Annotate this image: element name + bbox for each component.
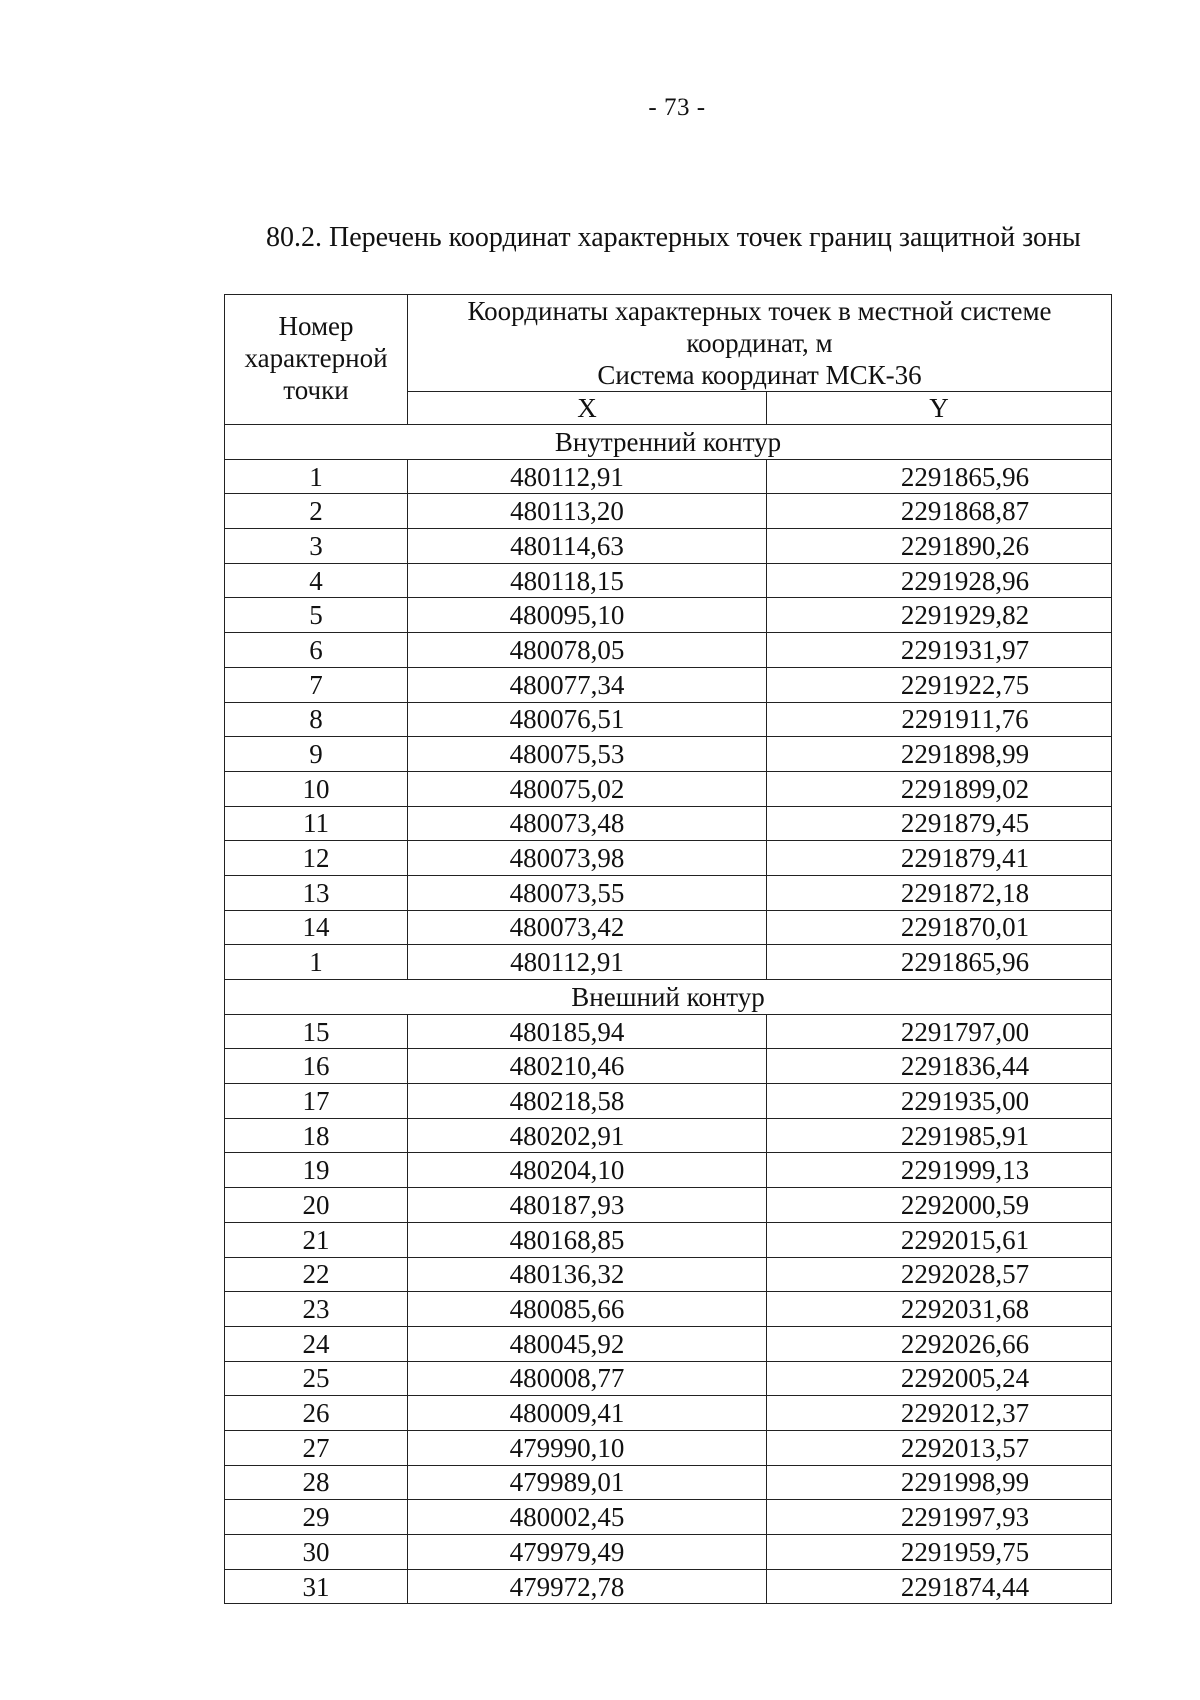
table-header <box>225 295 1112 425</box>
table-row <box>225 1292 1112 1327</box>
point-number-cell: 13 <box>225 875 408 910</box>
y-coordinate-cell: 2291879,41 <box>767 841 1112 876</box>
x-coordinate-cell: 480202,91 <box>408 1118 767 1153</box>
x-coordinate-cell: 480085,66 <box>408 1292 767 1327</box>
table-row <box>225 1569 1112 1604</box>
table-row <box>225 1188 1112 1223</box>
table-row <box>225 1084 1112 1119</box>
table-row <box>225 1222 1112 1257</box>
x-coordinate-cell: 480168,85 <box>408 1222 767 1257</box>
x-coordinate-cell: 480185,94 <box>408 1014 767 1049</box>
y-coordinate-cell: 2291922,75 <box>767 667 1112 702</box>
x-coordinate-cell: 480112,91 <box>408 459 767 494</box>
x-coordinate-cell: 480204,10 <box>408 1153 767 1188</box>
y-coordinate-cell: 2291797,00 <box>767 1014 1112 1049</box>
point-number-cell: 8 <box>225 702 408 737</box>
x-coordinate-cell: 480002,45 <box>408 1500 767 1535</box>
table-row <box>225 1118 1112 1153</box>
page-number: - 73 - <box>648 94 706 121</box>
y-coordinate-cell: 2291836,44 <box>767 1049 1112 1084</box>
y-coordinate-cell: 2291999,13 <box>767 1153 1112 1188</box>
y-coordinate-cell: 2291929,82 <box>767 598 1112 633</box>
header-coordinates <box>408 295 1112 392</box>
y-coordinate-cell: 2292015,61 <box>767 1222 1112 1257</box>
header-coordinates-title: Координаты характерных точек в местной системе координат, м <box>467 296 1052 358</box>
table-row <box>225 1153 1112 1188</box>
y-coordinate-cell: 2291898,99 <box>767 737 1112 772</box>
x-coordinate-cell: 480076,51 <box>408 702 767 737</box>
table-row <box>225 1257 1112 1292</box>
y-coordinate-cell: 2292000,59 <box>767 1188 1112 1223</box>
table-row <box>225 667 1112 702</box>
header-coordinate-system: Система координат МСК-36 <box>597 360 922 390</box>
point-number-cell: 21 <box>225 1222 408 1257</box>
point-number-cell: 1 <box>225 945 408 980</box>
point-number-cell: 11 <box>225 806 408 841</box>
y-coordinate-cell: 2291879,45 <box>767 806 1112 841</box>
x-coordinate-cell: 480114,63 <box>408 529 767 564</box>
section-title: 80.2. Перечень координат характерных точек границ защитной зоны <box>266 222 1081 253</box>
x-coordinate-cell: 480073,55 <box>408 875 767 910</box>
table-row <box>225 1361 1112 1396</box>
x-coordinate-cell: 480075,02 <box>408 771 767 806</box>
x-coordinate-cell: 480095,10 <box>408 598 767 633</box>
point-number-cell: 9 <box>225 737 408 772</box>
point-number-cell: 24 <box>225 1326 408 1361</box>
table-row <box>225 771 1112 806</box>
y-coordinate-cell: 2291872,18 <box>767 875 1112 910</box>
y-coordinate-cell: 2291899,02 <box>767 771 1112 806</box>
y-coordinate-cell: 2291865,96 <box>767 945 1112 980</box>
y-coordinate-cell: 2291931,97 <box>767 633 1112 668</box>
point-number-cell: 27 <box>225 1430 408 1465</box>
table-row <box>225 494 1112 529</box>
x-coordinate-cell: 480112,91 <box>408 945 767 980</box>
table-body <box>225 425 1112 1604</box>
point-number-cell: 26 <box>225 1396 408 1431</box>
point-number-cell: 29 <box>225 1500 408 1535</box>
x-coordinate-cell: 480113,20 <box>408 494 767 529</box>
table-row <box>225 841 1112 876</box>
y-coordinate-cell: 2291870,01 <box>767 910 1112 945</box>
table-row <box>225 459 1112 494</box>
point-number-cell: 19 <box>225 1153 408 1188</box>
y-coordinate-cell: 2292028,57 <box>767 1257 1112 1292</box>
table-row <box>225 529 1112 564</box>
table-row <box>225 910 1112 945</box>
point-number-cell: 20 <box>225 1188 408 1223</box>
point-number-cell: 18 <box>225 1118 408 1153</box>
section-row <box>225 980 1112 1015</box>
y-coordinate-cell: 2292012,37 <box>767 1396 1112 1431</box>
x-coordinate-cell: 479979,49 <box>408 1535 767 1570</box>
y-coordinate-cell: 2291959,75 <box>767 1535 1112 1570</box>
section-title-cell: Внешний контур <box>225 980 1112 1015</box>
x-coordinate-cell: 480073,42 <box>408 910 767 945</box>
table-row <box>225 1396 1112 1431</box>
point-number-cell: 31 <box>225 1569 408 1604</box>
point-number-cell: 1 <box>225 459 408 494</box>
table-row <box>225 1535 1112 1570</box>
point-number-cell: 14 <box>225 910 408 945</box>
y-coordinate-cell: 2291865,96 <box>767 459 1112 494</box>
x-coordinate-cell: 480078,05 <box>408 633 767 668</box>
coordinates-table <box>224 294 1112 1604</box>
y-coordinate-cell: 2292005,24 <box>767 1361 1112 1396</box>
y-coordinate-cell: 2291928,96 <box>767 563 1112 598</box>
x-coordinate-cell: 479989,01 <box>408 1465 767 1500</box>
table-row <box>225 1500 1112 1535</box>
header-point-number: Номер характерной точки <box>225 295 408 425</box>
x-coordinate-cell: 480045,92 <box>408 1326 767 1361</box>
table-row <box>225 1465 1112 1500</box>
point-number-cell: 15 <box>225 1014 408 1049</box>
table-row <box>225 1326 1112 1361</box>
point-number-cell: 10 <box>225 771 408 806</box>
x-coordinate-cell: 480210,46 <box>408 1049 767 1084</box>
table-row <box>225 598 1112 633</box>
x-coordinate-cell: 480118,15 <box>408 563 767 598</box>
y-coordinate-cell: 2291874,44 <box>767 1569 1112 1604</box>
x-coordinate-cell: 480073,48 <box>408 806 767 841</box>
y-coordinate-cell: 2291997,93 <box>767 1500 1112 1535</box>
y-coordinate-cell: 2291998,99 <box>767 1465 1112 1500</box>
point-number-cell: 4 <box>225 563 408 598</box>
x-coordinate-cell: 480136,32 <box>408 1257 767 1292</box>
point-number-cell: 3 <box>225 529 408 564</box>
header-y: Y <box>767 392 1112 425</box>
x-coordinate-cell: 480187,93 <box>408 1188 767 1223</box>
table-row <box>225 1014 1112 1049</box>
point-number-cell: 28 <box>225 1465 408 1500</box>
table-row <box>225 563 1112 598</box>
x-coordinate-cell: 480075,53 <box>408 737 767 772</box>
table-row <box>225 1430 1112 1465</box>
point-number-cell: 2 <box>225 494 408 529</box>
table-row <box>225 875 1112 910</box>
x-coordinate-cell: 480008,77 <box>408 1361 767 1396</box>
point-number-cell: 17 <box>225 1084 408 1119</box>
table-row <box>225 1049 1112 1084</box>
x-coordinate-cell: 479990,10 <box>408 1430 767 1465</box>
table-row <box>225 702 1112 737</box>
section-title-cell: Внутренний контур <box>225 425 1112 460</box>
table-row <box>225 806 1112 841</box>
point-number-cell: 7 <box>225 667 408 702</box>
x-coordinate-cell: 480077,34 <box>408 667 767 702</box>
point-number-cell: 6 <box>225 633 408 668</box>
point-number-cell: 16 <box>225 1049 408 1084</box>
header-x: X <box>408 392 767 425</box>
point-number-cell: 22 <box>225 1257 408 1292</box>
section-row <box>225 425 1112 460</box>
point-number-cell: 30 <box>225 1535 408 1570</box>
x-coordinate-cell: 480009,41 <box>408 1396 767 1431</box>
y-coordinate-cell: 2292031,68 <box>767 1292 1112 1327</box>
y-coordinate-cell: 2291890,26 <box>767 529 1112 564</box>
y-coordinate-cell: 2292013,57 <box>767 1430 1112 1465</box>
x-coordinate-cell: 480073,98 <box>408 841 767 876</box>
y-coordinate-cell: 2291935,00 <box>767 1084 1112 1119</box>
point-number-cell: 25 <box>225 1361 408 1396</box>
table-row <box>225 945 1112 980</box>
y-coordinate-cell: 2292026,66 <box>767 1326 1112 1361</box>
x-coordinate-cell: 480218,58 <box>408 1084 767 1119</box>
x-coordinate-cell: 479972,78 <box>408 1569 767 1604</box>
point-number-cell: 23 <box>225 1292 408 1327</box>
y-coordinate-cell: 2291985,91 <box>767 1118 1112 1153</box>
y-coordinate-cell: 2291868,87 <box>767 494 1112 529</box>
table-row <box>225 737 1112 772</box>
y-coordinate-cell: 2291911,76 <box>767 702 1112 737</box>
point-number-cell: 12 <box>225 841 408 876</box>
table-row <box>225 633 1112 668</box>
point-number-cell: 5 <box>225 598 408 633</box>
